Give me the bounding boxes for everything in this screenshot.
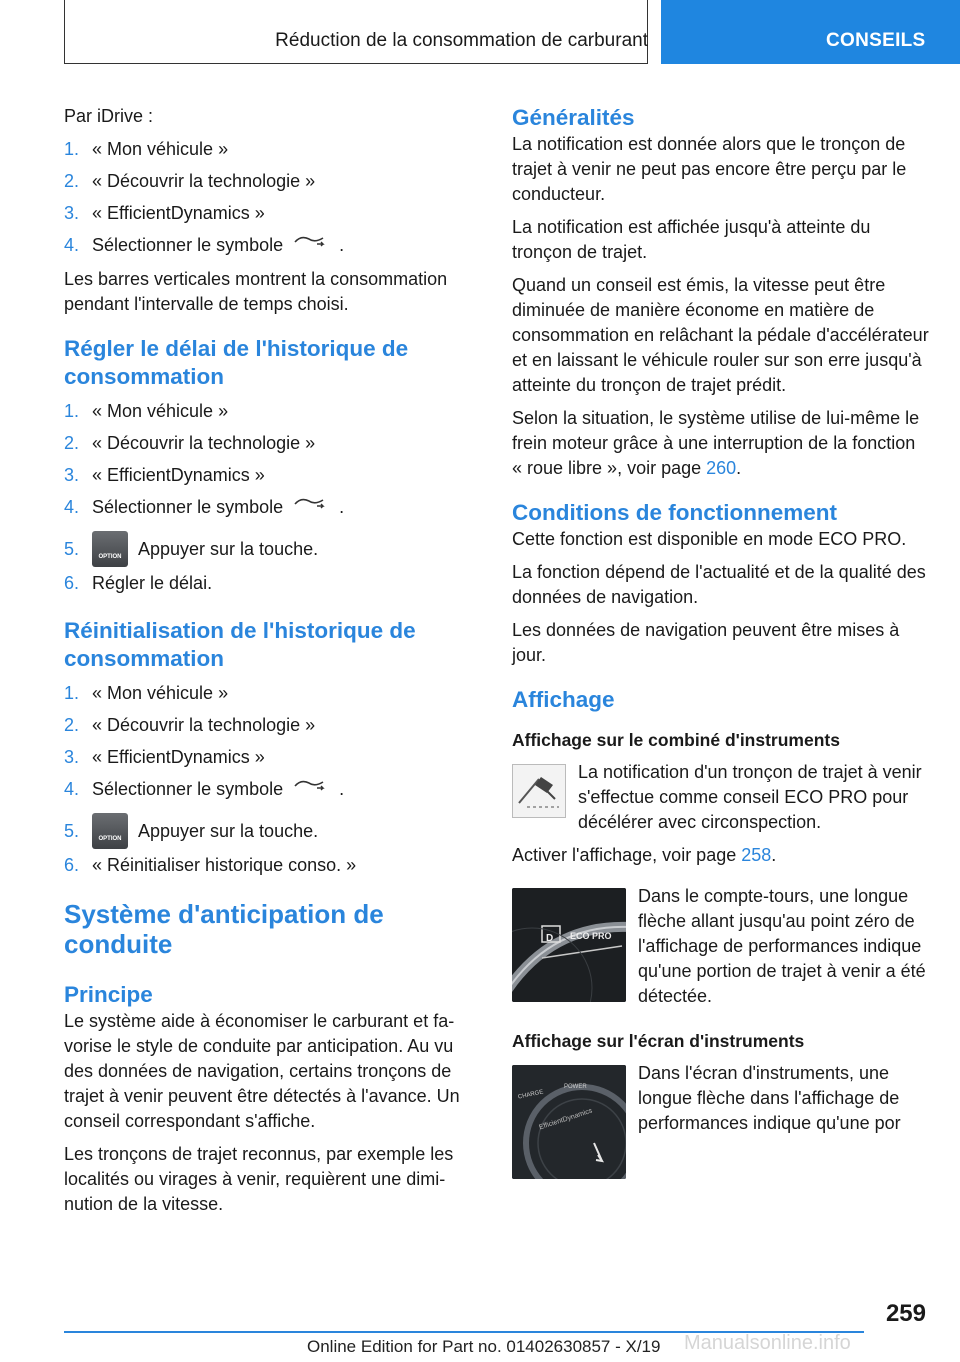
efficientdynamics-symbol-icon xyxy=(293,495,329,511)
conditions-text-1: Cette fonction est disponible en mode ECO PRO. xyxy=(512,529,907,549)
heading-generalites: Généralités xyxy=(512,105,635,130)
efficientdynamics-symbol-icon xyxy=(293,233,329,249)
combine-text: La notification d'un tronçon de trajet à venir s'effectue comme conseil ECO PRO pour décélérer avec circonspection. xyxy=(578,762,922,832)
section-tab-label: CONSEILS xyxy=(826,30,926,51)
list-item: 3. « EfficientDynamics » xyxy=(64,465,265,485)
principe-text-1: Le système aide à économiser le carburant et favorise le style de conduite par anticipation. Au vu des données de navigation, certains tronçons de trajet à venir peuvent être détectés à l'avance. Un conseil correspondant s'affiche. xyxy=(64,1011,460,1131)
page-link-260[interactable]: 260 xyxy=(706,458,737,478)
heading-reinit: Réinitialisation de l'historique de consommation xyxy=(64,618,416,671)
right-column xyxy=(512,104,930,1179)
heading-principe: Principe xyxy=(64,982,153,1007)
list-item: 2. « Découvrir la technologie » xyxy=(64,715,316,735)
list-item: 1. « Mon véhicule » xyxy=(64,139,229,159)
conditions-text-2: La fonction dépend de l'actualité et de la qualité des données de navigation. xyxy=(512,562,926,607)
list-item: 2. « Découvrir la technologie » xyxy=(64,171,316,191)
heading-conditions: Conditions de fonctionnement xyxy=(512,500,837,525)
left-column xyxy=(64,104,480,1225)
steps-list-1 xyxy=(64,137,480,265)
option-button-icon: OPTION xyxy=(92,531,128,567)
heading-affichage: Affichage xyxy=(512,687,615,712)
generalites-text-3: Quand un conseil est émis, la vitesse peut être diminuée de manière économe en matière de consommation en relâchant la pédale d'accélérateur et en laissant le véhicule rouler sur son erre jusqu'à atteinte du tronçon de trajet prédit. xyxy=(512,275,929,395)
list-item: 3. « EfficientDynamics » xyxy=(64,747,265,767)
activer-text: Activer l'affichage, voir page 258. xyxy=(512,845,777,865)
heading-ecran: Affichage sur l'écran d'instruments xyxy=(512,1031,805,1051)
option-button-icon: OPTION xyxy=(92,813,128,849)
edition-text: Online Edition for Part no. 01402630857 - X/19 xyxy=(307,1337,661,1356)
chapter-title: Réduction de la consommation de carburant xyxy=(275,30,648,51)
heading-regler: Régler le délai de l'historique de consommation xyxy=(64,336,409,389)
heading-combine: Affichage sur le combiné d'instruments xyxy=(512,730,840,750)
list-item: 5. OPTION Appuyer sur la touche. xyxy=(64,809,480,853)
list-item: 6. Régler le délai. xyxy=(64,573,213,593)
tachometer-image: D ECO PRO xyxy=(512,888,626,1002)
combine-block xyxy=(512,760,930,835)
ecran-block xyxy=(512,1061,930,1179)
list-item: 2. « Découvrir la technologie » xyxy=(64,433,316,453)
ecran-text: Dans l'écran d'instruments, une longue flèche dans l'affichage de performances indique qu'une por xyxy=(638,1063,901,1133)
generalites-text-2: La notification est affichée jusqu'à atteinte du tronçon de trajet. xyxy=(512,217,871,262)
watermark: Manualsonline.info xyxy=(684,1332,851,1354)
generalites-text-1: La notification est donnée alors que le tronçon de trajet à venir ne peut pas encore être perçu par le conducteur. xyxy=(512,134,907,204)
page-link-258[interactable]: 258 xyxy=(741,845,772,865)
generalites-text-4: Selon la situation, le système utilise de lui-même le frein moteur grâce à une interruption de la fonction « roue libre », voir page 260. xyxy=(512,408,920,478)
steps-list-2 xyxy=(64,399,480,603)
consumption-bars-text: Les barres verticales montrent la consommation pendant l'intervalle de temps choisi. xyxy=(64,269,448,314)
intro-text: Par iDrive : xyxy=(64,106,154,126)
list-item: 3. « EfficientDynamics » xyxy=(64,203,265,223)
list-item: 4. Sélectionner le symbole . xyxy=(64,497,345,517)
list-item: 4. Sélectionner le symbole . xyxy=(64,779,345,799)
principe-text-2: Les tronçons de trajet reconnus, par exemple les localités ou virages à venir, requièrent une diminution de la vitesse. xyxy=(64,1144,454,1214)
list-item: 1. « Mon véhicule » xyxy=(64,401,229,421)
list-item: 4. Sélectionner le symbole . xyxy=(64,235,345,255)
comptetours-text: Dans le compte-tours, une longue flèche allant jusqu'au point zéro de l'affichage de performances indique qu'une portion de trajet à venir a été détectée. xyxy=(638,886,926,1006)
comptetours-block xyxy=(512,884,930,1009)
list-item: 1. « Mon véhicule » xyxy=(64,683,229,703)
list-item: 5. OPTION Appuyer sur la touche. xyxy=(64,527,480,571)
heading-systeme: Système d'anticipation de conduite xyxy=(64,899,384,959)
steps-list-3 xyxy=(64,681,480,885)
conditions-text-3: Les données de navigation peuvent être mises à jour. xyxy=(512,620,900,665)
eco-pro-hint-icon xyxy=(512,764,566,818)
efficientdynamics-symbol-icon xyxy=(293,777,329,793)
instrument-screen-image: CHARGE POWER EfficientDynamics xyxy=(512,1065,626,1179)
list-item: 6. « Réinitialiser historique conso. » xyxy=(64,855,357,875)
page-number: 259 xyxy=(885,1300,926,1327)
